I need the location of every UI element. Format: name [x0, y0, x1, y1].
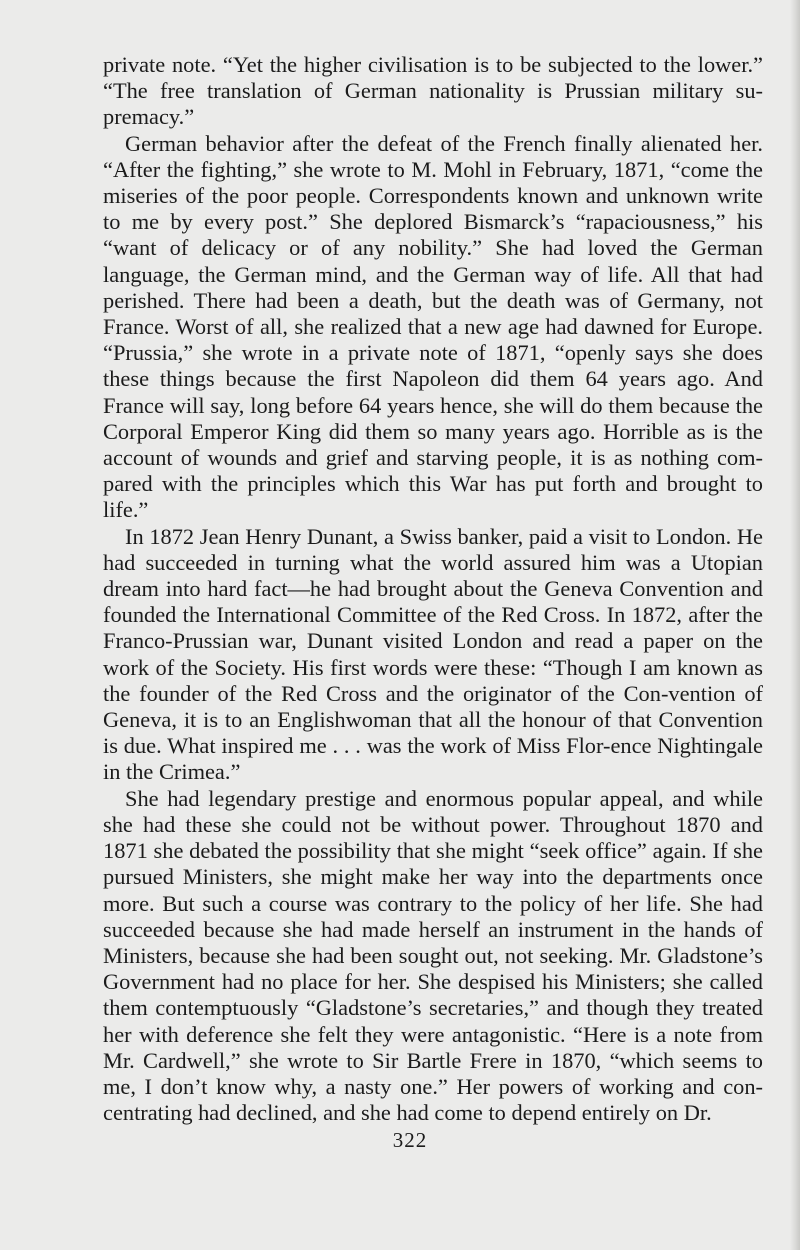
- page-edge-shadow: [790, 0, 800, 1250]
- paragraph: German behavior after the defeat of the French finally alienated her. “After the fighting,” she wrote to M. Mohl in February, 1871, “come the miseries of the poor people. Correspondents known and unknown write to me by every post.” She deplored Bismarck’s “rapaciousness,” his “want of delicacy or of any nobility.” She had loved the German language, the German mind, and the German way of life. All that had perished. There had been a death, but the death was of Germany, not France. Worst of all, she realized that a new age had dawned for Europe. “Prussia,” she wrote in a private note of 1871, “openly says she does these things because the first Napoleon did them 64 years ago. And France will say, long before 64 years hence, she will do them because the Corporal Emperor King did them so many years ago. Horrible as is the account of wounds and grief and starving people, it is as nothing com-pared with the principles which this War has put forth and brought to life.”: [103, 130, 763, 523]
- body-text: [103, 52, 763, 1126]
- paragraph: In 1872 Jean Henry Dunant, a Swiss banker, paid a visit to London. He had succeeded in turning what the world assured him was a Utopian dream into hard fact—he had brought about the Geneva Convention and founded the International Committee of the Red Cross. In 1872, after the Franco-Prussian war, Dunant visited London and read a paper on the work of the Society. His first words were these: “Though I am known as the founder of the Red Cross and the originator of the Con-vention of Geneva, it is to an Englishwoman that all the honour of that Convention is due. What inspired me . . . was the work of Miss Flor-ence Nightingale in the Crimea.”: [103, 523, 763, 785]
- paragraph: private note. “Yet the higher civilisation is to be subjected to the lower.” “The free translation of German nationality is Prussian military su-premacy.”: [103, 52, 763, 130]
- page-number: 322: [392, 1128, 428, 1152]
- paragraph: She had legendary prestige and enormous popular appeal, and while she had these she could not be without power. Throughout 1870 and 1871 she debated the possibility that she might “seek office” again. If she pursued Ministers, she might make her way into the departments once more. But such a course was contrary to the policy of her life. She had succeeded because she had made herself an instrument in the hands of Ministers, because she had been sought out, not seeking. Mr. Gladstone’s Government had no place for her. She despised his Ministers; she called them contemptuously “Gladstone’s secretaries,” and though they treated her with deference she felt they were antagonistic. “Here is a note from Mr. Cardwell,” she wrote to Sir Bartle Frere in 1870, “which seems to me, I don’t know why, a nasty one.” Her powers of working and con-centrating had declined, and she had come to depend entirely on Dr.: [103, 785, 763, 1126]
